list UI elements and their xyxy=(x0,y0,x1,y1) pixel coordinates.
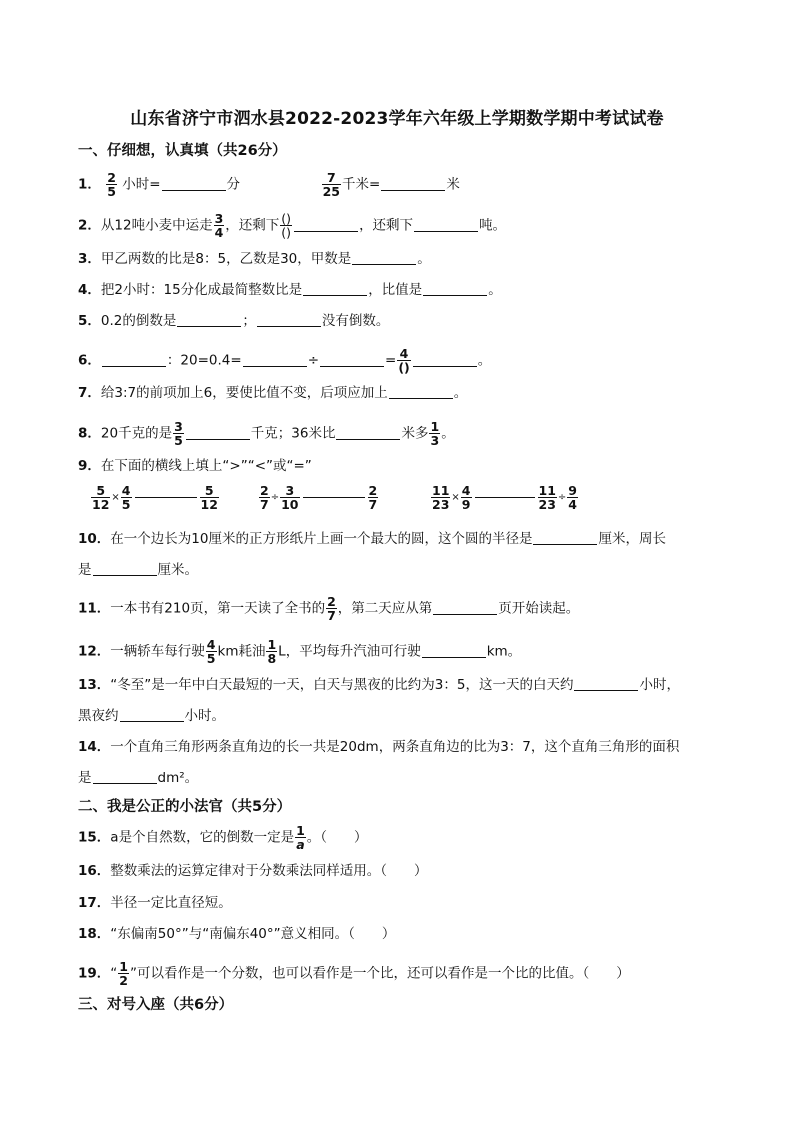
fraction: $\frac{7}{25}$ xyxy=(322,170,341,199)
question-number: 13． xyxy=(78,677,111,693)
question-number: 12． xyxy=(78,643,111,660)
comparison-item-2 xyxy=(258,484,379,511)
question-number: 10． xyxy=(78,531,111,547)
question-text: 。 xyxy=(417,251,431,267)
question-15 xyxy=(78,824,368,851)
question-10 xyxy=(78,530,666,548)
answer-blank[interactable] xyxy=(177,314,241,327)
question-text: ”可以看作是一个分数，也可以看作是一个比，还可以看作是一个比的比值。（ ） xyxy=(130,965,630,982)
fraction: $\frac{1}{8}$ xyxy=(267,637,277,666)
question-number: 3． xyxy=(78,251,101,267)
answer-blank[interactable] xyxy=(352,252,416,265)
question-9 xyxy=(78,457,312,475)
question-11 xyxy=(78,595,579,622)
question-number: 8． xyxy=(78,425,101,442)
question-17 xyxy=(78,894,232,912)
fraction: $\frac{11}{23}$ xyxy=(432,483,450,512)
answer-line[interactable] xyxy=(475,497,535,498)
operator: ÷ xyxy=(557,492,567,503)
answer-line[interactable] xyxy=(135,497,197,498)
operator: × xyxy=(451,492,460,503)
question-13 xyxy=(78,676,680,694)
question-text: 一个直角三角形两条直角边的长一共是20dm，两条直角边的比为3：7，这个直角三角形的面积 xyxy=(110,739,680,755)
question-text: 一本书有210页，第一天读了全书的 xyxy=(110,600,326,617)
fraction: $\frac{1}{3}$ xyxy=(430,419,440,448)
question-4 xyxy=(78,281,502,299)
question-number: 19． xyxy=(78,965,111,982)
question-text: “冬至”是一年中白天最短的一天，白天与黑夜的比约为3：5，这一天的白天约 xyxy=(110,677,574,693)
question-1 xyxy=(78,171,460,198)
answer-blank[interactable] xyxy=(93,771,157,784)
question-text: ，还剩下 xyxy=(225,217,280,234)
question-text: 。（ ） xyxy=(306,829,368,846)
question-16 xyxy=(78,862,428,880)
question-text: 分 xyxy=(226,176,241,193)
fraction: $\frac{4}{()}$ xyxy=(398,346,410,375)
answer-blank[interactable] xyxy=(294,219,358,232)
comparison-item-1 xyxy=(90,484,220,511)
question-number: 17． xyxy=(78,895,111,911)
question-10-line-2 xyxy=(78,561,198,579)
answer-blank[interactable] xyxy=(423,283,487,296)
question-text: 吨。 xyxy=(479,217,507,234)
question-number: 15． xyxy=(78,829,111,846)
fraction: $\frac{1}{a}$ xyxy=(296,823,305,852)
question-text: 厘米。 xyxy=(157,562,198,578)
question-text: 20千克的是 xyxy=(100,425,173,442)
section-heading-1: 一、仔细想，认真填（共26分） xyxy=(78,143,287,159)
question-number: 16． xyxy=(78,863,111,879)
fraction: $\frac{2}{5}$ xyxy=(107,170,116,199)
question-number: 18． xyxy=(78,926,111,942)
question-text: 整数乘法的运算定律对于分数乘法同样适用。（ ） xyxy=(110,863,428,879)
fraction: $\frac{2}{7}$ xyxy=(327,594,336,623)
fraction: $\frac{2}{7}$ xyxy=(260,483,269,512)
question-text: 半径一定比直径短。 xyxy=(110,895,232,911)
question-text: “ xyxy=(110,965,118,982)
question-text: 在下面的横线上填上“>”“<”或“=” xyxy=(100,458,312,474)
question-text: 页开始读起。 xyxy=(498,600,580,617)
question-number: 4． xyxy=(78,282,101,298)
question-12 xyxy=(78,638,521,665)
question-text: ：20=0.4= xyxy=(166,352,242,369)
answer-line[interactable] xyxy=(303,497,365,498)
fraction: $\frac{4}{5}$ xyxy=(206,637,216,666)
question-text: 没有倒数。 xyxy=(321,313,390,329)
question-text: ，还剩下 xyxy=(359,217,414,234)
page-title: 山东省济宁市泗水县2022-2023学年六年级上学期数学期中考试试卷 xyxy=(130,109,664,129)
question-number: 5． xyxy=(78,313,101,329)
operator: ÷ xyxy=(270,492,280,503)
question-6 xyxy=(78,347,491,374)
answer-blank[interactable] xyxy=(120,709,184,722)
question-text: 小时。 xyxy=(184,708,225,724)
question-13-line-2 xyxy=(78,707,225,725)
question-text: 千克；36米比 xyxy=(250,425,336,442)
question-number: 6． xyxy=(78,352,101,369)
answer-blank[interactable] xyxy=(186,427,250,440)
answer-blank[interactable] xyxy=(414,219,478,232)
question-text: 是 xyxy=(78,562,92,578)
question-number: 11． xyxy=(78,600,111,617)
question-text: 是 xyxy=(78,770,92,786)
answer-blank[interactable] xyxy=(389,386,453,399)
question-text: 。 xyxy=(488,282,502,298)
question-text: 从12吨小麦中运走 xyxy=(100,217,213,234)
fraction: $\frac{1}{2}$ xyxy=(119,959,128,988)
question-text: 一辆轿车每行驶 xyxy=(110,643,205,660)
question-14-line-2 xyxy=(78,769,198,787)
answer-blank[interactable] xyxy=(574,678,638,691)
answer-blank[interactable] xyxy=(257,314,321,327)
answer-blank[interactable] xyxy=(381,178,445,191)
question-3 xyxy=(78,250,431,268)
fraction: $\frac{3}{10}$ xyxy=(281,483,299,512)
question-text: L，平均每升汽油可行驶 xyxy=(278,643,421,660)
answer-blank[interactable] xyxy=(162,178,226,191)
question-text: 给3:7的前项加上6，要使比值不变，后项应加上 xyxy=(100,385,388,401)
question-text: 0.2的倒数是 xyxy=(100,313,177,329)
fraction: $\frac{()}{()}$ xyxy=(281,211,292,240)
question-number: 1． xyxy=(78,176,101,193)
fraction: $\frac{11}{23}$ xyxy=(538,483,556,512)
question-text: ，比值是 xyxy=(368,282,423,298)
fraction: $\frac{5}{12}$ xyxy=(92,483,110,512)
question-text: = xyxy=(385,352,397,369)
question-text: 千米= xyxy=(342,176,381,193)
question-7 xyxy=(78,384,467,402)
question-text: ； xyxy=(242,313,256,329)
question-text: 厘米，周长 xyxy=(598,531,666,547)
answer-blank[interactable] xyxy=(243,354,307,367)
answer-blank[interactable] xyxy=(533,532,597,545)
question-text: 黑夜约 xyxy=(78,708,119,724)
question-text: 。 xyxy=(477,352,492,369)
answer-blank[interactable] xyxy=(336,427,400,440)
question-number: 2． xyxy=(78,217,101,234)
question-text: 米 xyxy=(446,176,460,193)
question-text: dm²。 xyxy=(157,770,199,786)
question-number: 7． xyxy=(78,385,101,401)
answer-blank[interactable] xyxy=(102,354,166,367)
question-5 xyxy=(78,312,389,330)
answer-blank[interactable] xyxy=(422,645,486,658)
question-19 xyxy=(78,960,630,987)
question-text: 。 xyxy=(453,385,468,401)
fraction: $\frac{5}{12}$ xyxy=(200,483,218,512)
answer-blank[interactable] xyxy=(320,354,384,367)
question-text: 把2小时：15分化成最简整数比是 xyxy=(100,282,303,298)
question-text: 小时= xyxy=(122,176,161,193)
question-text: km。 xyxy=(486,643,522,660)
question-text: km耗油 xyxy=(217,643,266,660)
question-number: 9． xyxy=(78,458,101,474)
fraction: $\frac{3}{4}$ xyxy=(214,211,224,240)
operator: × xyxy=(111,492,120,503)
question-8 xyxy=(78,420,455,447)
comparison-item-3 xyxy=(430,484,579,511)
question-number: 14． xyxy=(78,739,111,755)
answer-blank[interactable] xyxy=(303,283,367,296)
question-14 xyxy=(78,738,679,756)
section-heading-3: 三、对号入座（共6分） xyxy=(78,997,234,1013)
fraction: $\frac{4}{9}$ xyxy=(461,483,471,512)
fraction: $\frac{4}{5}$ xyxy=(121,483,131,512)
question-text: 在一个边长为10厘米的正方形纸片上画一个最大的圆，这个圆的半径是 xyxy=(110,531,533,547)
fraction: $\frac{2}{7}$ xyxy=(368,483,378,512)
question-text: 。 xyxy=(441,425,455,442)
fraction: $\frac{9}{4}$ xyxy=(568,483,577,512)
question-18 xyxy=(78,925,395,943)
question-text: a是个自然数，它的倒数一定是 xyxy=(110,829,295,846)
section-heading-2: 二、我是公正的小法官（共5分） xyxy=(78,799,292,815)
fraction: $\frac{3}{5}$ xyxy=(174,419,183,448)
question-text: 米多 xyxy=(401,425,429,442)
answer-blank[interactable] xyxy=(433,602,497,615)
question-text: 甲乙两数的比是8：5，乙数是30，甲数是 xyxy=(100,251,352,267)
question-text: 小时， xyxy=(639,677,680,693)
answer-blank[interactable] xyxy=(93,563,157,576)
question-text: ÷ xyxy=(307,352,319,369)
question-text: ，第二天应从第 xyxy=(337,600,433,617)
question-text: “东偏南50°”与“南偏东40°”意义相同。（ ） xyxy=(110,926,396,942)
answer-blank[interactable] xyxy=(413,354,477,367)
question-2 xyxy=(78,212,506,239)
